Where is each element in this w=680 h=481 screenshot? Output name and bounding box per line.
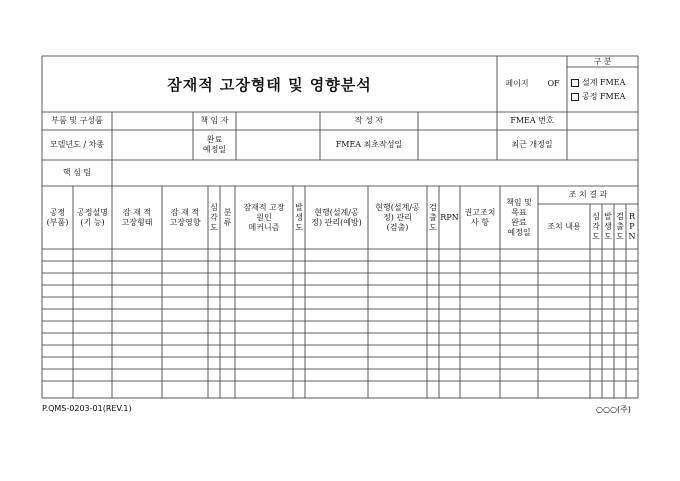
process-fmea-option[interactable] bbox=[571, 91, 625, 102]
col-result-occurrence: 발 생 도 bbox=[604, 211, 612, 241]
col-recommended: 권고조치 사 항 bbox=[464, 207, 496, 227]
col-detection: 검 출 도 bbox=[429, 202, 437, 232]
model-year-label: 모델년도 / 차종 bbox=[49, 140, 105, 149]
revised-date-label: 최근 개정일 bbox=[511, 140, 553, 149]
col-detection-control: 현행(설계/공 정) 관리 (검출) bbox=[375, 202, 420, 232]
checkbox-icon[interactable] bbox=[571, 79, 579, 87]
col-result-detection: 검 출 도 bbox=[616, 211, 624, 241]
col-occurrence: 발 생 도 bbox=[295, 202, 303, 232]
col-action-taken: 조치 내용 bbox=[547, 221, 581, 231]
page-label: 페이지 bbox=[505, 79, 529, 88]
col-results-header: 조 치 결 과 bbox=[568, 190, 608, 199]
core-team-label: 핵 심 팀 bbox=[62, 168, 92, 177]
col-failure-mode: 잠 재 적 고장형태 bbox=[121, 207, 153, 227]
first-date-label: FMEA 최초작성일 bbox=[335, 140, 403, 149]
col-cause: 잠재적 고장 원인 메커니즘 bbox=[243, 202, 285, 232]
author-label: 작 성 자 bbox=[354, 116, 384, 125]
part-label: 부품 및 구성품 bbox=[51, 116, 103, 125]
col-result-rpn: R P N bbox=[628, 211, 636, 241]
col-effect: 잠 재 적 고장영향 bbox=[169, 207, 201, 227]
page-of-label: OF bbox=[547, 79, 560, 88]
col-rpn: RPN bbox=[440, 212, 459, 222]
due-date-label: 완료 예정일 bbox=[202, 135, 227, 154]
process-fmea-label: 공정 FMEA bbox=[582, 92, 626, 101]
col-responsibility: 책임 및 목표 완료 예정일 bbox=[506, 197, 532, 237]
col-result-severity: 심 각 도 bbox=[592, 211, 600, 241]
design-fmea-option[interactable] bbox=[571, 77, 625, 88]
col-class: 분 류 bbox=[223, 207, 232, 227]
fmea-number-label: FMEA 번호 bbox=[510, 116, 554, 125]
col-prevention: 현행(설계/공 정) 관리(예방) bbox=[311, 207, 362, 227]
category-header: 구 분 bbox=[593, 56, 612, 66]
design-fmea-label: 설계 FMEA bbox=[582, 78, 626, 87]
col-process: 공정 (부품) bbox=[46, 207, 69, 227]
form-number: P.QMS-0203-01(REV.1) bbox=[42, 404, 132, 413]
col-function: 공정설명 (기 능) bbox=[77, 207, 108, 227]
responsible-label: 책 임 자 bbox=[200, 116, 229, 125]
checkbox-icon[interactable] bbox=[571, 93, 579, 101]
company-name: ○○○(주) bbox=[596, 405, 631, 414]
col-severity: 심 각 도 bbox=[210, 202, 218, 232]
form-title: 잠재적 고장형태 및 영향분석 bbox=[167, 75, 372, 94]
